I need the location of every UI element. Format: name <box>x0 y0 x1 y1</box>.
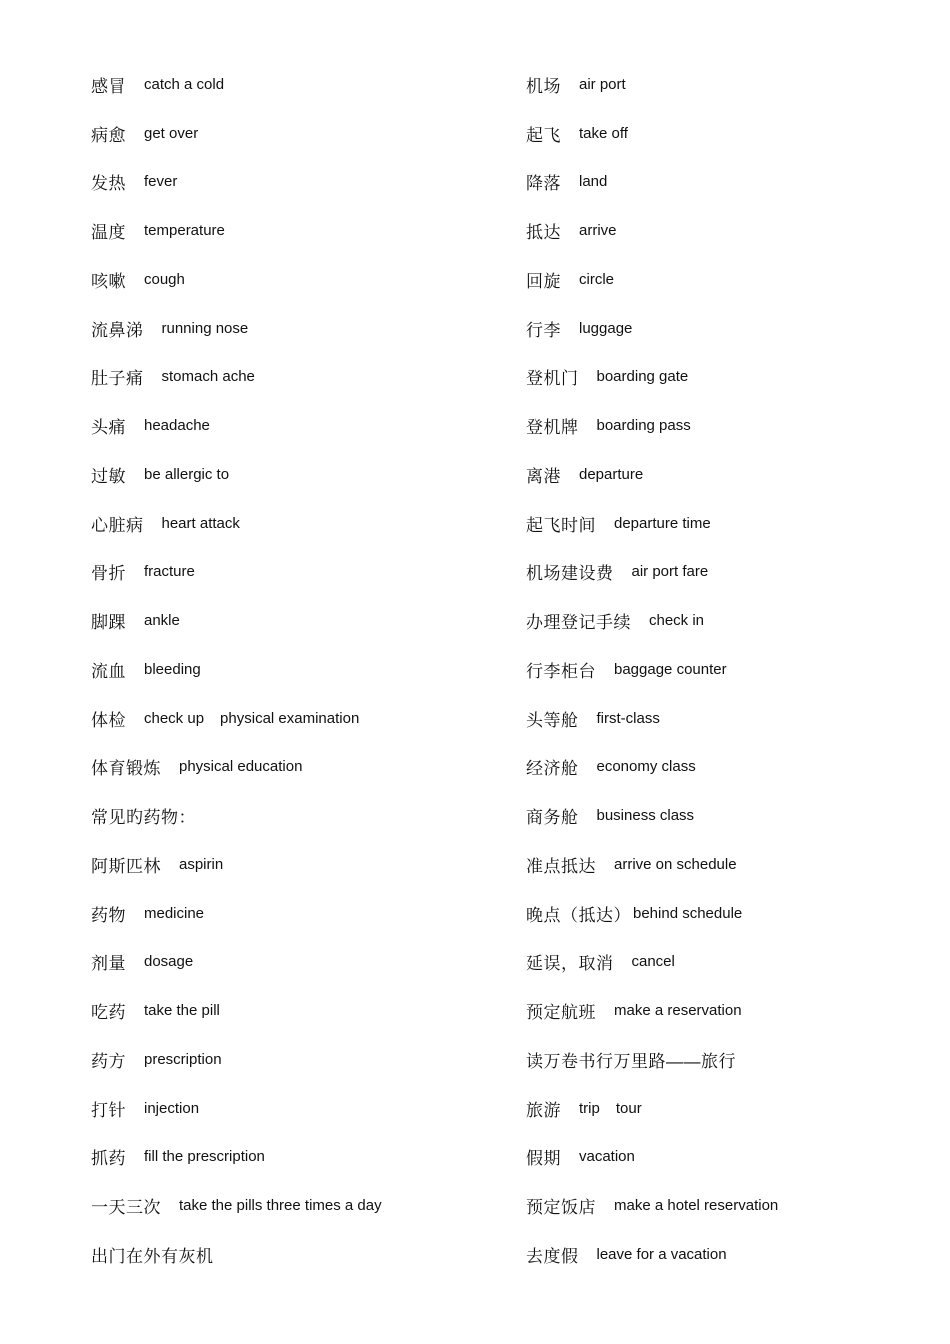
vocab-row <box>526 938 926 987</box>
english-term: ankle <box>144 612 180 630</box>
english-term: get over <box>144 124 199 142</box>
section-heading-row <box>91 1230 491 1279</box>
chinese-term: 打针 <box>91 1100 126 1120</box>
vocab-row <box>526 109 926 158</box>
chinese-term: 剂量 <box>91 954 126 974</box>
vocab-row <box>526 401 926 450</box>
english-term: check in <box>649 612 705 630</box>
vocab-row <box>526 206 926 255</box>
left-column <box>91 60 491 1279</box>
chinese-term: 离港 <box>526 466 561 486</box>
chinese-term: 去度假 <box>526 1246 579 1266</box>
chinese-term: 心脏病 <box>91 515 144 535</box>
vocab-row <box>526 986 926 1035</box>
chinese-term: 预定航班 <box>526 1003 596 1023</box>
english-term: aspirin <box>179 855 224 873</box>
chinese-term: 流血 <box>91 661 126 681</box>
vocab-row <box>91 1181 491 1230</box>
chinese-term: 感冒 <box>91 76 126 96</box>
section-heading: 读万卷书行万里路——旅行 <box>526 1051 736 1071</box>
vocab-row <box>91 840 491 889</box>
vocab-row <box>91 109 491 158</box>
english-term: fever <box>144 173 178 191</box>
chinese-term: 降落 <box>526 174 561 194</box>
vocab-row <box>91 353 491 402</box>
vocab-row <box>91 938 491 987</box>
section-heading-row <box>526 1035 926 1084</box>
chinese-term: 头痛 <box>91 418 126 438</box>
chinese-term: 药方 <box>91 1051 126 1071</box>
english-term: behind schedule <box>633 904 743 922</box>
vocab-row <box>91 1133 491 1182</box>
section-heading-row <box>91 791 491 840</box>
chinese-term: 延误，取消 <box>526 954 614 974</box>
section-heading: 出门在外有灰机 <box>91 1246 214 1266</box>
english-term: take the pill <box>144 1002 220 1020</box>
vocab-row <box>91 1035 491 1084</box>
chinese-term: 阿斯匹林 <box>91 856 161 876</box>
english-term: departure <box>579 465 644 483</box>
vocab-row <box>91 60 491 109</box>
vocab-row <box>91 986 491 1035</box>
vocab-row <box>91 694 491 743</box>
chinese-term: 机场 <box>526 76 561 96</box>
english-term: vacation <box>579 1148 635 1166</box>
chinese-term: 吃药 <box>91 1003 126 1023</box>
vocab-row <box>526 889 926 938</box>
english-term-alt: physical examination <box>220 709 360 727</box>
vocab-row <box>91 401 491 450</box>
chinese-term: 头等舱 <box>526 710 579 730</box>
vocab-row <box>526 304 926 353</box>
vocab-row <box>526 450 926 499</box>
chinese-term: 流鼻涕 <box>91 320 144 340</box>
chinese-term: 预定饭店 <box>526 1198 596 1218</box>
vocab-row <box>526 1181 926 1230</box>
vocab-row <box>526 255 926 304</box>
chinese-term: 晚点（抵达） <box>526 905 631 925</box>
vocab-row <box>526 499 926 548</box>
english-term: dosage <box>144 953 194 971</box>
chinese-term: 肚子痛 <box>91 369 144 389</box>
english-term: cough <box>144 270 185 288</box>
english-term: business class <box>596 807 695 825</box>
vocab-row <box>526 1133 926 1182</box>
vocab-row <box>526 1084 926 1133</box>
english-term: catch a cold <box>144 75 225 93</box>
english-term: running nose <box>161 319 249 337</box>
chinese-term: 体育锻炼 <box>91 759 161 779</box>
chinese-term: 假期 <box>526 1149 561 1169</box>
english-term: physical education <box>179 758 303 776</box>
vocab-row <box>526 548 926 597</box>
chinese-term: 过敏 <box>91 466 126 486</box>
chinese-term: 体检 <box>91 710 126 730</box>
english-term: arrive <box>579 222 617 240</box>
vocab-row <box>526 60 926 109</box>
chinese-term: 机场建设费 <box>526 564 614 584</box>
chinese-term: 行李柜台 <box>526 661 596 681</box>
chinese-term: 抵达 <box>526 223 561 243</box>
right-column <box>526 60 926 1279</box>
chinese-term: 办理登记手续 <box>526 613 631 633</box>
vocab-row <box>526 596 926 645</box>
english-term: make a hotel reservation <box>614 1197 779 1215</box>
chinese-term: 起飞时间 <box>526 515 596 535</box>
chinese-term: 旅游 <box>526 1100 561 1120</box>
english-term: trip <box>579 1099 600 1117</box>
english-term: heart attack <box>161 514 240 532</box>
chinese-term: 一天三次 <box>91 1198 161 1218</box>
chinese-term: 商务舱 <box>526 808 579 828</box>
english-term: boarding pass <box>596 417 691 435</box>
chinese-term: 经济舱 <box>526 759 579 779</box>
vocab-row <box>91 743 491 792</box>
vocab-row <box>91 255 491 304</box>
english-term: leave for a vacation <box>596 1245 727 1263</box>
english-term: injection <box>144 1099 200 1117</box>
english-term: take the pills three times a day <box>179 1197 382 1215</box>
english-term: air port <box>579 75 626 93</box>
english-term: check up <box>144 709 205 727</box>
vocab-row <box>526 743 926 792</box>
chinese-term: 登机牌 <box>526 418 579 438</box>
chinese-term: 抓药 <box>91 1149 126 1169</box>
vocab-row <box>91 596 491 645</box>
chinese-term: 登机门 <box>526 369 579 389</box>
vocab-row <box>91 206 491 255</box>
vocab-row <box>91 499 491 548</box>
english-term: circle <box>579 270 615 288</box>
chinese-term: 温度 <box>91 223 126 243</box>
chinese-term: 回旋 <box>526 271 561 291</box>
english-term: boarding gate <box>596 368 689 386</box>
english-term: cancel <box>631 953 675 971</box>
vocab-row <box>91 548 491 597</box>
chinese-term: 准点抵达 <box>526 856 596 876</box>
english-term: land <box>579 173 608 191</box>
english-term: bleeding <box>144 660 201 678</box>
english-term: fracture <box>144 563 195 581</box>
vocab-row <box>91 889 491 938</box>
vocab-row <box>526 840 926 889</box>
chinese-term: 咳嗽 <box>91 271 126 291</box>
chinese-term: 发热 <box>91 174 126 194</box>
english-term: air port fare <box>631 563 709 581</box>
vocab-row <box>526 158 926 207</box>
english-term: economy class <box>596 758 696 776</box>
vocab-row <box>91 645 491 694</box>
chinese-term: 病愈 <box>91 125 126 145</box>
section-heading: 常见旳药物： <box>91 808 196 828</box>
english-term: headache <box>144 417 210 435</box>
english-term: fill the prescription <box>144 1148 265 1166</box>
english-term: take off <box>579 124 628 142</box>
english-term: stomach ache <box>161 368 255 386</box>
english-term-alt: tour <box>615 1099 642 1117</box>
english-term: baggage counter <box>614 660 727 678</box>
chinese-term: 起飞 <box>526 125 561 145</box>
chinese-term: 脚踝 <box>91 613 126 633</box>
vocab-row <box>91 158 491 207</box>
english-term: temperature <box>144 222 225 240</box>
vocab-row <box>91 450 491 499</box>
vocab-row <box>526 694 926 743</box>
chinese-term: 药物 <box>91 905 126 925</box>
chinese-term: 骨折 <box>91 564 126 584</box>
english-term: first-class <box>596 709 660 727</box>
vocab-row <box>526 645 926 694</box>
english-term: make a reservation <box>614 1002 742 1020</box>
english-term: prescription <box>144 1050 222 1068</box>
english-term: medicine <box>144 904 205 922</box>
vocab-row <box>91 1084 491 1133</box>
vocab-row <box>526 353 926 402</box>
english-term: be allergic to <box>144 465 230 483</box>
vocab-row <box>526 1230 926 1279</box>
chinese-term: 行李 <box>526 320 561 340</box>
english-term: luggage <box>579 319 633 337</box>
vocab-row <box>91 304 491 353</box>
english-term: departure time <box>614 514 711 532</box>
vocab-row <box>526 791 926 840</box>
english-term: arrive on schedule <box>614 855 737 873</box>
